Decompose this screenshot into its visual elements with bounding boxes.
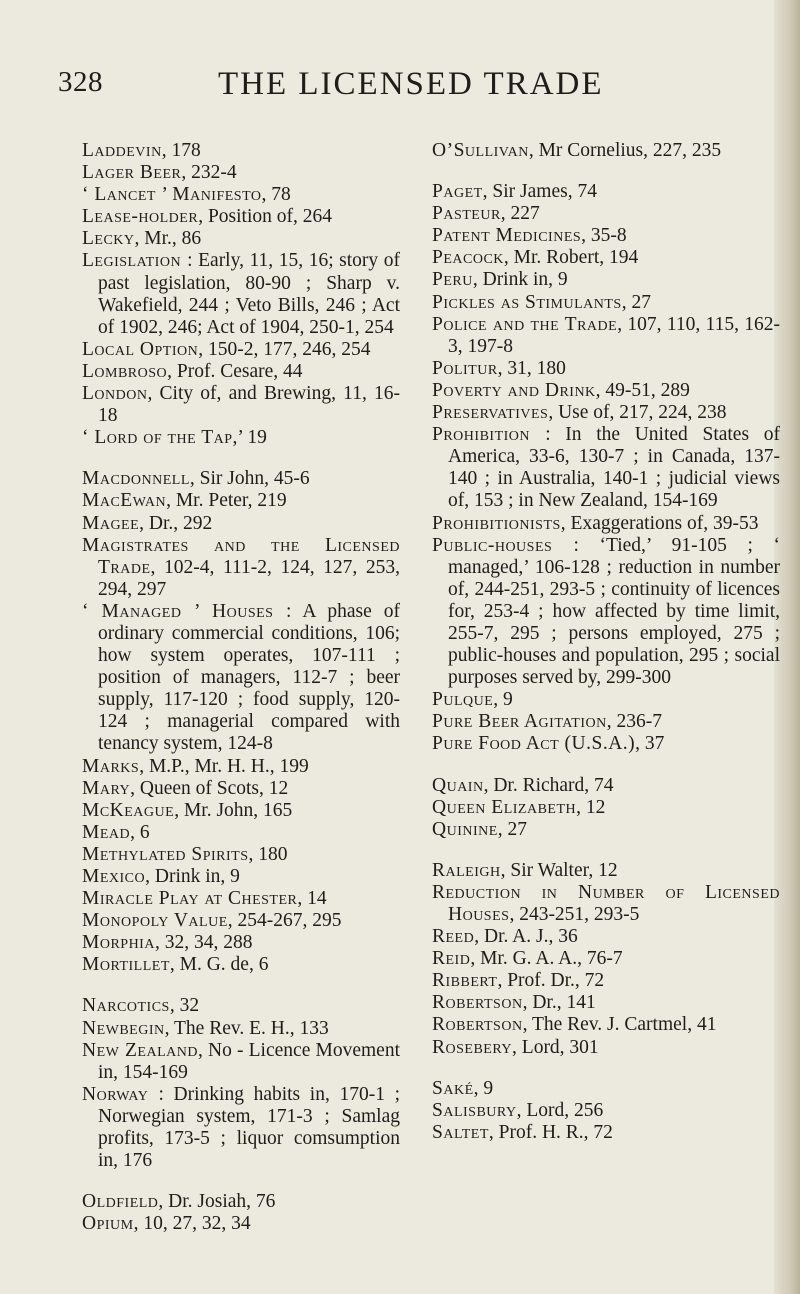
index-entry: Prohibitionists, Exaggerations of, 39-53 [432,512,759,534]
index-entry: Magistrates and the Licensed Trade, 102-4, 111-2, 124, 127, 253, 294, 297 [82,534,400,600]
page-number: 328 [58,66,103,98]
index-entry: Narcotics, 32 [82,995,200,1017]
index-entry: Macdonnell, Sir John, 45-6 [82,468,310,490]
letter-group-gap [432,1059,780,1078]
index-entry: Saltet, Prof. H. R., 72 [432,1121,613,1143]
index-entry: Reed, Dr. A. J., 36 [432,926,578,948]
index-entry: Peacock, Mr. Robert, 194 [432,247,639,269]
letter-group-gap [82,976,400,995]
index-entry: Saké, 9 [432,1077,494,1099]
index-column-right [432,140,780,1144]
index-entry: Queen Elizabeth, 12 [432,796,606,818]
index-entry: Lager Beer, 232-4 [82,162,237,184]
index-entry: Preservatives, Use of, 217, 224, 238 [432,402,727,424]
index-entry: Quinine, 27 [432,818,528,840]
index-entry: Robertson, Dr., 141 [432,992,596,1014]
index-entry: Mexico, Drink in, 9 [82,866,240,887]
index-entry: Legislation : Early, 11, 15, 16; story of past legislation, 80-90 ; Sharp v. Wakefield, 244 ; Veto Bills, 246 ; Act of 1902, 246; Act of 1904, 250-1, 254 [82,250,400,338]
index-entry: Rosebery, Lord, 301 [432,1036,599,1058]
index-entry: ‘ Lord of the Tap,’ 19 [82,427,267,449]
index-entry: Pasteur, 227 [432,203,540,225]
index-entry: Oldfield, Dr. Josiah, 76 [82,1191,276,1213]
index-entry: Patent Medicines, 35-8 [432,225,627,247]
index-entry: London, City of, and Brewing, 11, 16-18 [82,383,400,427]
letter-group-gap [432,162,780,181]
index-entry: Paget, Sir James, 74 [432,181,597,203]
index-entry: Pure Food Act (U.S.A.), 37 [432,733,665,755]
index-entry: Quain, Dr. Richard, 74 [432,774,614,796]
index-entry: Norway : Drinking habits in, 170-1 ; Norwegian system, 171-3 ; Samlag profits, 173-5 ; liquor comsumption in, 176 [82,1083,400,1172]
index-entry: Police and the Trade, 107, 110, 115, 162-3, 197-8 [432,313,781,357]
index-entry: Monopoly Value, 254-267, 295 [82,910,342,932]
index-entry: Lombroso, Prof. Cesare, 44 [82,360,303,382]
index-entry: Pure Beer Agitation, 236-7 [432,711,662,733]
index-entry: Salisbury, Lord, 256 [432,1099,604,1121]
index-entry: McKeague, Mr. John, 165 [82,799,293,821]
index-column-left [82,140,400,1235]
running-title: THE LICENSED TRADE [218,66,604,102]
index-entry: New Zealand, No - Licence Movement in, 154-169 [82,1039,400,1083]
index-entry: Magee, Dr., 292 [82,512,213,534]
index-entry: Mary, Queen of Scots, 12 [82,777,289,799]
index-entry: Poverty and Drink, 49-51, 289 [432,379,690,401]
index-entry: MacEwan, Mr. Peter, 219 [82,490,287,512]
index-entry: Reduction in Number of Licensed Houses, 243-251, 293-5 [432,881,780,925]
index-entry: O’Sullivan, Mr Cornelius, 227, 235 [432,140,722,161]
index-entry: ‘ Managed ’ Houses : A phase of ordinary commercial conditions, 106; how system operates, 107-111 ; position of managers, 112-7 ; beer supply, 117-120 ; food supply, 120-124 ; managerial compared with tenancy system, 124-8 [82,600,400,755]
index-entry: Ribbert, Prof. Dr., 72 [432,970,605,992]
index-entry: Robertson, The Rev. J. Cartmel, 41 [432,1014,717,1036]
letter-group-gap [82,1172,400,1191]
letter-group-gap [432,841,780,860]
index-entry: Pulque, 9 [432,689,513,711]
index-entry: Raleigh, Sir Walter, 12 [432,859,618,881]
index-entry: Politur, 31, 180 [432,357,566,379]
index-entry: Lease-holder, Position of, 264 [82,206,332,228]
index-entry: Methylated Spirits, 180 [82,843,288,865]
index-entry: ‘ Lancet ’ Manifesto, 78 [82,184,291,206]
letter-group-gap [432,756,780,775]
index-entry: Public-houses : ‘Tied,’ 91-105 ; ‘ managed,’ 106-128 ; reduction in number of, 244-251, 293-5 ; continuity of licences for, 253-4 ; how affected by time limit, 255-7, 295 ; persons employed, 275 ; public-houses and population, 295 ; social purposes served by, 299-300 [432,534,780,689]
index-entry: Morphia, 32, 34, 288 [82,932,253,954]
page-header [58,66,748,110]
index-entry: Pickles as Stimulants, 27 [432,291,651,313]
index-entry: Prohibition : In the United States of America, 33-6, 130-7 ; in Canada, 137-140 ; in Australia, 140-1 ; judicial views of, 153 ; in New Zealand, 154-169 [432,424,780,512]
index-entry: Peru, Drink in, 9 [432,269,568,291]
index-entry: Mortillet, M. G. de, 6 [82,954,269,976]
index-entry: Reid, Mr. G. A. A., 76-7 [432,948,623,970]
index-entry: Opium, 10, 27, 32, 34 [82,1213,251,1235]
index-entry: Newbegin, The Rev. E. H., 133 [82,1017,329,1039]
index-entry: Miracle Play at Chester, 14 [82,888,327,910]
letter-group-gap [82,449,400,468]
index-entry: Mead, 6 [82,821,150,843]
index-entry: Laddevin, 178 [82,140,201,161]
index-entry: Local Option, 150-2, 177, 246, 254 [82,338,371,360]
index-entry: Lecky, Mr., 86 [82,228,202,250]
index-entry: Marks, M.P., Mr. H. H., 199 [82,755,309,777]
